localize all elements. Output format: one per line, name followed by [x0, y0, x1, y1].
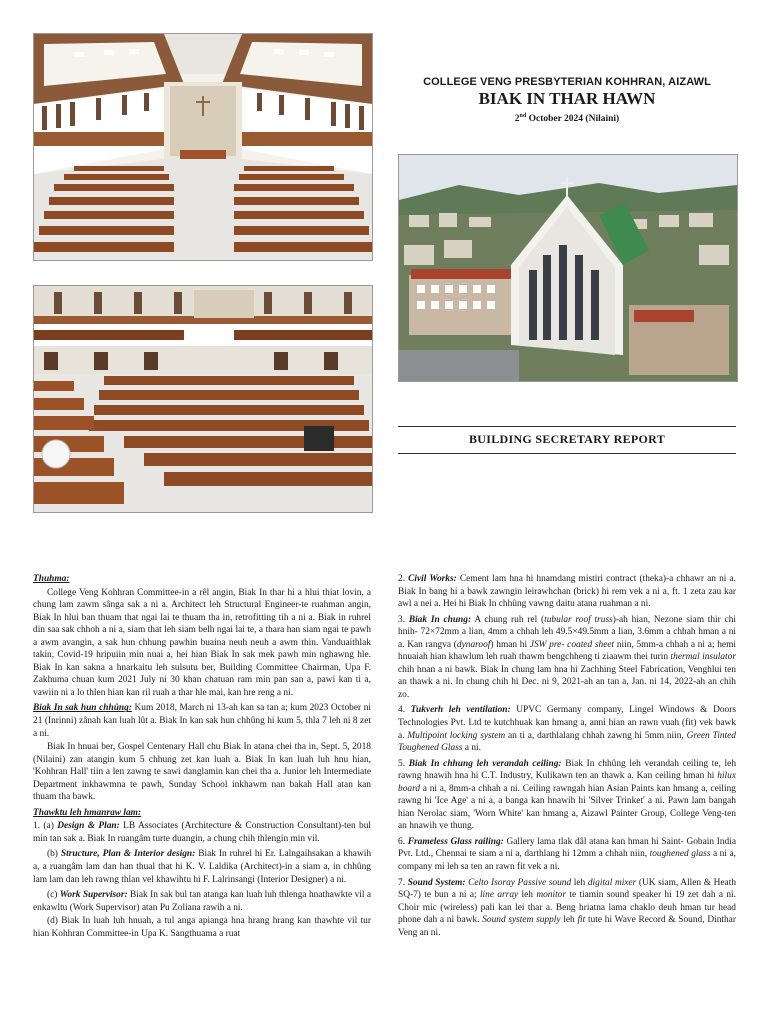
roof-item [398, 614, 736, 702]
after-occupation-item: (d) Biak In luah luh hnuah, a tul anga apianga hna hrang hrang kan thawhte vil tur hian Kohhran Committee-in Upa K. Sangthuama a ruat [33, 916, 371, 939]
supervisor-label: Work Supervisor: [59, 890, 128, 901]
sound-text-d-italic: monitor [536, 890, 567, 901]
item-1a-number: 1. (a) [33, 821, 58, 832]
divider-bottom [398, 453, 736, 454]
windows-text-c: a ni. [462, 743, 482, 754]
supervisor-text: Biak In sak bul tan atanga kan luah luh thlenga hnathawkte vil a enkawltu (Work Supervisor) atan Pu Zoliana rawih a ni. [33, 890, 371, 913]
windows-text-a: UPVC Germany company, Lingel Windows & Doors Technologies Pvt. Ltd te kutchhuak kan hmang a, anni hian an rawn vuah (fit) vek bawk a. [398, 705, 736, 741]
sakhun-label: Biak In sak hun chhûng: [33, 703, 132, 714]
item-2-number: 2. [398, 574, 409, 584]
civil-works-text: Cement lam hna hi hnamdang mistiri contract (theka)-a chhawr an ni a. Biak In bang hi a bawk zawngin leirawhchan (brick) hi rem vek a ni a, ft. 1 zeta zau kar awl a nei a. Hei hi Biak In chhûng vawng daitu atana ruahman a ni. [398, 574, 736, 610]
thuhma-paragraph: College Veng Kohhran Committee-in a rêl angin, Biak In thar hi a hlui thiat lovin, a chung lam zawm sânga sak a ni a. Architect leh Structural Engineer-te ruahman angin, Biak In hlui ban thuam that ngai lai te thuam tha in, retrofitting tih a ni a. Biak in ruhrel din saa sak chhoh a ni a, siam that leh siam belh ngai lai te, a thara han siam ngai te pawh a awm avangin, a sak hun chhung pawhin buaina neuh neuh a awm thin. Vanduaithlak takin, Covid-19 hripuiin min nuai a, hei hian Biak In sak mek pawh min nghawng hle. Biak In kan sakna a hnarkaitu leh sulsutu ber, Building Committee Chairman, Upa F. Zakhuma chuan kum 2021 July ni 30 khan chatuan ram min pan san a, pawi kan ti a, vawiin ni a lo thlen hian kan ril ruah a thar hle mai, kan hre reng a ni. [33, 587, 371, 698]
sound-text-b-italic: digital mixer [587, 877, 637, 888]
sakhun-text: Kum 2018, March ni 13-ah kan sa tan a; kum 2023 October ni 21 (Inrinni) zânah kan luah lût a. Biak In kan sak hun chhûng hi kum 5, thla 7 leh ni 8 zet a ni. [33, 703, 371, 739]
roof-text-a-italic: tubular roof truss [544, 614, 613, 625]
thuhma-heading: Thuhma: [33, 574, 70, 584]
left-column [33, 573, 371, 941]
structure-text: Biak In ruhrel hi Er. Lalngaihsakan a khawih a, a ruangâm lam dan han thual that hi K. V. Laldika (Architect)-in a siam a, in chhûng lam lam dan leh rawng thlan vel khawihtu hi F. Lalrinsangi (Interior Designer) a ni. [33, 849, 372, 885]
event-date [398, 113, 736, 124]
divider-top [398, 426, 736, 427]
sound-text-e: te tiamin sound speaker hi 19 zet dah a ni. Choir mic (wireless) pali kan lei thar a. Beng hriatna lama chaklo deuh hman tur head phone dah a ni bawk. [398, 890, 736, 926]
structure-label: Structure, Plan & Interior design: [60, 849, 196, 860]
date-day: 2 [514, 114, 520, 125]
ceiling-text-a-italic: hilux board [398, 771, 736, 794]
sound-text-a-italic: Celto Isoray Passive sound [468, 877, 572, 888]
design-plan-item [33, 820, 371, 845]
thawktu-heading: Thawktu leh hmanraw lam: [33, 807, 142, 818]
sound-system-item [398, 877, 736, 940]
item-4-number: 4. [398, 705, 411, 716]
sound-text-f: leh [560, 915, 578, 926]
roof-text-b: )-ah hian, Nezone siam thir chi hnih- 72×72mm a lian, 4mm a chhah leh 49.5×49.5mm a lian, 3.6mm a chhah hman a ni a. Kan rangva ( [398, 614, 737, 650]
roof-text-a: A chung ruh rel ( [471, 614, 545, 625]
sound-text-g: tute hi Wave Record & Sound, Dinthar Veng an ni. [398, 915, 736, 938]
ceiling-text-b: a ni a, 8mm-a chhah a ni. Ceiling rawngah hian Asian Paints kan hmang a, ceiling rawng hi 'Ice Age' a ni a, a banga kan hnawih hi 'Silver Trinket' a ni. Pawn lam bangah hian Nerolac siam, 'Worn White' kan hmang a, Aizawl Painter Group, College Veng-ten an hnawih ve thung. [398, 783, 736, 832]
windows-text-a-italic: Multipoint locking system [407, 730, 506, 741]
windows-text-b: an ti a, darthlalang chhah zawng hi 5mm niin, [505, 730, 687, 741]
ceiling-text-a: Biak In chhûng leh verandah ceiling te, leh rawng hnawih hna hi C.T. Industry, Kulikawn ten an thawk a. Kan ceiling hman hi [398, 758, 737, 782]
roof-text-c-italic: JSW pre- coated sheet [529, 639, 615, 650]
item-5-number: 5. [398, 758, 409, 769]
sound-text-b: leh [571, 877, 588, 888]
right-column [398, 573, 736, 940]
glass-railing-label: Frameless Glass railing: [407, 836, 504, 847]
item-1c-number: (c) [47, 890, 60, 901]
sakhun-paragraph [33, 702, 371, 740]
glass-railing-item [398, 836, 736, 874]
ceiling-item [398, 758, 736, 833]
design-plan-label: Design & Plan: [57, 821, 120, 832]
sound-text-f-italic: fit [577, 915, 586, 926]
roof-text-e: chih hnan a ni bawk. Biak In chung lam hna hi Zachhing Steel Fabrication, Venghlui ten an thawk a ni. In chung chih hi Dec. ni 9, 2021-ah an tan a, Jan. ni 14, 2022-ah an chih zo. [398, 664, 736, 700]
item-1b-number: (b) [47, 849, 61, 860]
church-name: COLLEGE VENG PRESBYTERIAN KOHHRAN, AIZAWL [423, 76, 711, 88]
roof-text-d: niin, 5mm-a chhah a ni a; hemi hnuaiah hian khawlum leh ruah thawm bengchheng ti ziaawm thei turin [398, 639, 736, 663]
church-exterior-photo [398, 154, 738, 382]
glass-railing-text-a-italic: toughened glass [649, 849, 711, 860]
church-interior-gallery-photo [33, 285, 373, 513]
event-title: BIAK IN THAR HAWN [478, 89, 656, 108]
civil-works-label: Civil Works: [408, 574, 457, 584]
item-3-number: 3. [398, 614, 409, 625]
item-6-number: 6. [398, 836, 408, 847]
roof-label: Biak In chung: [408, 614, 472, 625]
hall-paragraph: Biak In hnuai ber, Gospel Centenary Hall chu Biak In atana chei tha in, Sept. 5, 2018 (Nilaini) zan atangin kum 5 chhung zet kan luah a. Biak In kan luah luh hnu hian, 'Kohhran Hall' tiin a len zawng te sawi danglamin kan chei tha a. Junior leh Intermediate Department inkhawmna te pawh, Sunday School inkhawm nan bakah Hall atan kan thuam tha bawk. [33, 742, 371, 803]
sound-system-label: Sound System: [407, 877, 466, 888]
glass-railing-text-a: Gallery lama tlak dâl atana kan hman hi Saint- Gobain India Pvt. Ltd., Chennai te siam a ni a, darthlang hi 12mm a chhah niin, [398, 836, 737, 860]
ceiling-label: Biak In chhung leh verandah ceiling: [408, 758, 562, 769]
windows-label: Tukverh leh ventilation: [410, 705, 511, 716]
roof-text-b-italic: dynaroof [456, 639, 491, 650]
date-rest: October 2024 (Nilaini) [526, 114, 620, 125]
design-plan-text: LB Associates (Architecture & Construction Consultant)-ten bul min tan sak a. Biak In ruangâm turte duangin, a chung chih thlengin min vil. [33, 821, 372, 844]
supervisor-item [33, 889, 371, 914]
structure-item [33, 848, 371, 886]
sound-text-e-italic: Sound system supply [482, 915, 561, 926]
sound-text-c-italic: line array [479, 890, 519, 901]
windows-text-b-italic: Green Tinted Toughened Glass [398, 730, 736, 754]
sound-text-c: (UK siam, Allen & Heath SQ-7) te bun a ni a; [398, 877, 737, 901]
date-suffix: nd [519, 113, 527, 119]
report-title: BUILDING SECRETARY REPORT [468, 432, 666, 446]
windows-item [398, 704, 736, 754]
sound-text-d: leh [518, 890, 537, 901]
civil-works-item [398, 573, 736, 611]
roof-text-c: ) hman hi [490, 639, 530, 650]
item-7-number: 7. [398, 877, 408, 888]
glass-railing-text-b: a ni a, company mi leh sa ten an rawn fit vek a ni. [398, 849, 736, 873]
church-interior-altar-photo [33, 33, 373, 261]
roof-text-d-italic: thermal insulator [670, 652, 736, 663]
